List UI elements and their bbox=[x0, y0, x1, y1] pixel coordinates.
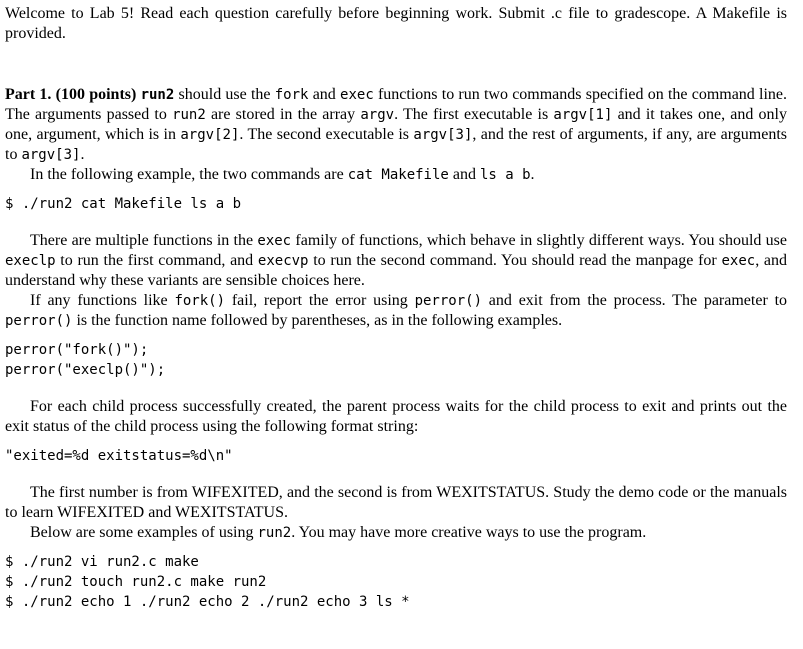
run2-code: run2 bbox=[172, 107, 206, 123]
run2-program-name: run2 bbox=[140, 87, 175, 103]
perror-example-execlp: perror("execlp()"); bbox=[5, 362, 166, 378]
text: , and understand why these variants are sensible choices here. bbox=[5, 252, 788, 289]
text: and exit from the process. The parameter to bbox=[482, 292, 788, 309]
text: and it takes one, and only one, argument, which is in bbox=[5, 106, 787, 143]
text: . bbox=[530, 166, 535, 183]
command2-code: ls a b bbox=[479, 167, 531, 183]
usage-example-3: $ ./run2 echo 1 ./run2 echo 2 ./run2 echo 3 ls * bbox=[5, 594, 410, 610]
text: . You may have more creative ways to use the program. bbox=[291, 524, 647, 541]
perror-code: perror() bbox=[5, 313, 73, 329]
fork-code: fork bbox=[274, 87, 309, 103]
argv3-code: argv[3] bbox=[21, 147, 81, 163]
usage-example-2: $ ./run2 touch run2.c make run2 bbox=[5, 574, 267, 590]
execlp-code: execlp bbox=[5, 253, 56, 269]
text: In the following example, the two commands are bbox=[30, 166, 348, 183]
part1-paragraph-2 bbox=[5, 165, 787, 185]
text: functions to run two commands specified on the command line. The arguments passed to bbox=[5, 86, 788, 123]
fork-call-code: fork() bbox=[174, 293, 226, 309]
text: to run the first command, and bbox=[55, 252, 258, 269]
text: . bbox=[80, 146, 85, 163]
part1-paragraph-6: The first number is from WIFEXITED, and the second is from WEXITSTATUS. Study the demo code or the manuals to learn WIFEXITED and WEXITSTATUS. bbox=[5, 484, 787, 521]
text: Below are some examples of using bbox=[30, 524, 258, 541]
run2-code: run2 bbox=[257, 525, 292, 541]
text: . The first executable is bbox=[394, 106, 554, 123]
part1-heading: Part 1. (100 points) bbox=[5, 86, 137, 103]
text: , and the rest of arguments, if any, are arguments to bbox=[5, 126, 788, 163]
part1-paragraph-1 bbox=[5, 85, 787, 165]
text: and bbox=[308, 86, 341, 103]
text: and bbox=[448, 166, 480, 183]
perror-example-fork: perror("fork()"); bbox=[5, 342, 149, 358]
exec-code: exec bbox=[340, 87, 374, 103]
argv-code: argv bbox=[360, 107, 395, 123]
text: should use the bbox=[174, 86, 275, 103]
text: fail, report the error using bbox=[225, 292, 415, 309]
intro-paragraph: Welcome to Lab 5! Read each question carefully before beginning work. Submit .c file to gradescope. A Makefile is provided. bbox=[5, 5, 787, 42]
part1-paragraph-5: For each child process successfully created, the parent process waits for the child process to exit and prints out the exit status of the child process using the following format string: bbox=[5, 398, 787, 435]
exec-code: exec bbox=[721, 253, 756, 269]
document bbox=[5, 4, 787, 612]
exec-code: exec bbox=[257, 233, 292, 249]
argv1-code: argv[1] bbox=[553, 107, 613, 123]
usage-example-1: $ ./run2 vi run2.c make bbox=[5, 554, 199, 570]
text: to run the second command. You should read the manpage for bbox=[308, 252, 722, 269]
part1-paragraph-3 bbox=[5, 231, 787, 291]
perror-code: perror() bbox=[414, 293, 483, 309]
argv2-code: argv[2] bbox=[180, 127, 240, 143]
execvp-code: execvp bbox=[257, 253, 309, 269]
command1-code: cat Makefile bbox=[347, 167, 449, 183]
argv3-code: argv[3] bbox=[413, 127, 473, 143]
text: There are multiple functions in the bbox=[30, 232, 258, 249]
text: If any functions like bbox=[30, 292, 175, 309]
text: is the function name followed by parentheses, as in the following examples. bbox=[72, 312, 563, 329]
format-string-code: "exited=%d exitstatus=%d\n" bbox=[5, 448, 233, 464]
part1-paragraph-4 bbox=[5, 291, 787, 331]
text: family of functions, which behave in slightly different ways. You should use bbox=[291, 232, 788, 249]
text: . The second executable is bbox=[239, 126, 414, 143]
run2-example-command: $ ./run2 cat Makefile ls a b bbox=[5, 196, 242, 212]
part1-paragraph-7 bbox=[5, 523, 787, 543]
text: are stored in the array bbox=[205, 106, 361, 123]
